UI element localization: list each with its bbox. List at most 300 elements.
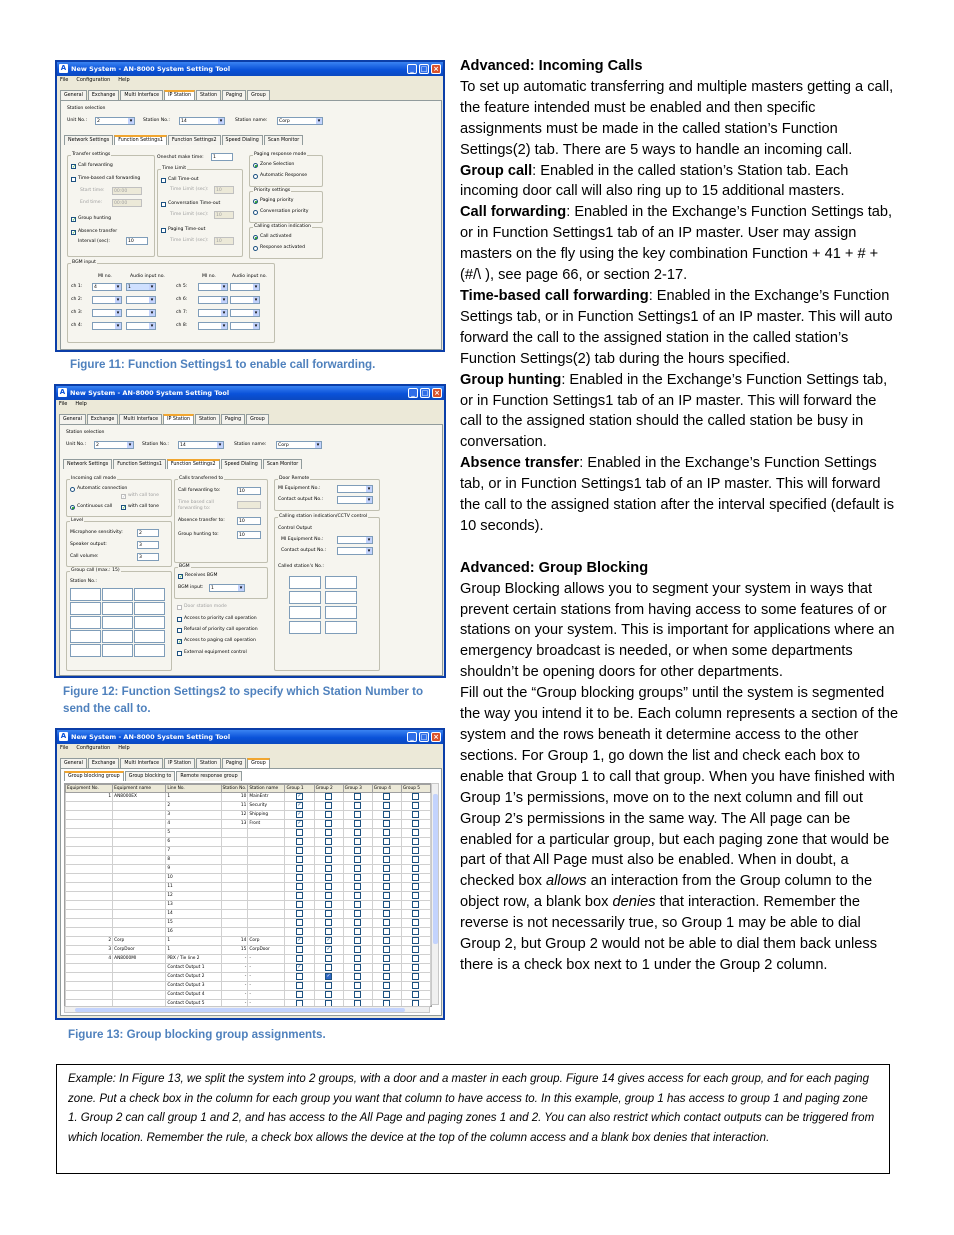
column-header[interactable]: Group 3 [343, 785, 372, 793]
tab-station[interactable]: Station [195, 414, 220, 424]
empty-checkbox[interactable] [354, 955, 361, 962]
group-checkbox-cell[interactable] [343, 829, 372, 838]
empty-checkbox[interactable] [412, 937, 419, 944]
door-remote-mi-select[interactable] [337, 485, 373, 493]
empty-checkbox[interactable] [296, 883, 303, 890]
tab-general[interactable]: General [60, 90, 87, 100]
group-checkbox-cell[interactable] [343, 793, 372, 802]
continuous-call-tone-checkbox[interactable]: ✓ [122, 505, 127, 511]
group-checkbox-cell[interactable] [401, 955, 430, 964]
empty-checkbox[interactable] [354, 982, 361, 989]
empty-checkbox[interactable] [296, 919, 303, 926]
empty-checkbox[interactable] [354, 937, 361, 944]
group-checkbox-cell[interactable] [372, 838, 401, 847]
group-checkbox-cell[interactable] [372, 982, 401, 991]
empty-checkbox[interactable] [296, 973, 303, 980]
menu-help[interactable]: Help [75, 401, 87, 407]
call-timeout-input[interactable]: 10 [214, 186, 234, 194]
bgm-mi-select[interactable] [198, 283, 228, 291]
subtab-function2[interactable]: Function Settings2 [168, 135, 221, 145]
empty-checkbox[interactable] [412, 802, 419, 809]
group-checkbox-cell[interactable] [285, 928, 314, 937]
empty-checkbox[interactable] [383, 910, 390, 917]
group-checkbox-cell[interactable] [343, 919, 372, 928]
group-checkbox-cell[interactable] [401, 919, 430, 928]
empty-checkbox[interactable] [325, 847, 332, 854]
empty-checkbox[interactable] [325, 964, 332, 971]
refusal-priority-checkbox[interactable] [177, 628, 182, 633]
oneshot-input[interactable]: 1 [211, 153, 233, 161]
empty-checkbox[interactable] [383, 829, 390, 836]
empty-checkbox[interactable] [412, 874, 419, 881]
group-checkbox-cell[interactable] [372, 820, 401, 829]
empty-checkbox[interactable] [354, 946, 361, 953]
group-checkbox-cell[interactable] [343, 937, 372, 946]
empty-checkbox[interactable] [325, 829, 332, 836]
empty-checkbox[interactable] [412, 991, 419, 998]
group-checkbox-cell[interactable] [372, 955, 401, 964]
group-checkbox-cell[interactable] [314, 883, 343, 892]
zone-selection-radio[interactable] [253, 163, 258, 168]
column-header[interactable]: Line No. [166, 785, 221, 793]
bgm-audio-select[interactable]: 1 ▾ [126, 283, 156, 291]
tab-general[interactable]: General [59, 414, 86, 424]
empty-checkbox[interactable] [296, 856, 303, 863]
bgm-mi-select[interactable]: 4 ▾ [92, 283, 122, 291]
group-checkbox-cell[interactable] [401, 829, 430, 838]
group-checkbox-cell[interactable] [343, 973, 372, 982]
checked-checkbox[interactable]: ✓ [297, 811, 302, 817]
group-call-station-input[interactable] [70, 602, 101, 615]
group-checkbox-cell[interactable] [343, 982, 372, 991]
interval-input[interactable]: 10 [126, 237, 148, 245]
group-checkbox-cell[interactable] [401, 991, 430, 1000]
empty-checkbox[interactable] [325, 928, 332, 935]
group-checkbox-cell[interactable] [285, 802, 314, 811]
group-checkbox-cell[interactable] [372, 829, 401, 838]
group-checkbox-cell[interactable] [343, 838, 372, 847]
called-station-input[interactable] [289, 606, 321, 619]
group-checkbox-cell[interactable] [285, 946, 314, 955]
group-checkbox-cell[interactable] [314, 892, 343, 901]
maximize-button[interactable]: □ [420, 65, 428, 73]
empty-checkbox[interactable] [325, 811, 332, 818]
group-checkbox-cell[interactable] [372, 856, 401, 865]
group-checkbox-cell[interactable] [285, 982, 314, 991]
empty-checkbox[interactable] [412, 829, 419, 836]
bgm-audio-select[interactable] [230, 283, 260, 291]
continuous-call-radio[interactable] [70, 505, 75, 510]
group-checkbox-cell[interactable] [285, 865, 314, 874]
empty-checkbox[interactable] [325, 910, 332, 917]
empty-checkbox[interactable] [383, 847, 390, 854]
group-checkbox-cell[interactable] [285, 829, 314, 838]
empty-checkbox[interactable] [354, 928, 361, 935]
empty-checkbox[interactable] [325, 838, 332, 845]
tab-paging[interactable]: Paging [221, 414, 245, 424]
bgm-mi-select[interactable] [92, 309, 122, 317]
empty-checkbox[interactable] [325, 865, 332, 872]
call-activated-radio[interactable] [253, 235, 258, 240]
empty-checkbox[interactable] [296, 901, 303, 908]
vertical-scrollbar[interactable] [431, 783, 439, 1005]
empty-checkbox[interactable] [354, 991, 361, 998]
empty-checkbox[interactable] [296, 865, 303, 872]
group-checkbox-cell[interactable] [343, 946, 372, 955]
empty-checkbox[interactable] [412, 982, 419, 989]
empty-checkbox[interactable] [296, 874, 303, 881]
group-checkbox-cell[interactable] [372, 793, 401, 802]
group-checkbox-cell[interactable] [372, 892, 401, 901]
tab-exchange[interactable]: Exchange [87, 414, 118, 424]
group-checkbox-cell[interactable] [314, 820, 343, 829]
group-checkbox-cell[interactable] [372, 901, 401, 910]
minimize-button[interactable]: _ [407, 64, 417, 74]
group-checkbox-cell[interactable] [401, 838, 430, 847]
group-checkbox-cell[interactable] [343, 874, 372, 883]
conversation-priority-radio[interactable] [253, 210, 258, 215]
group-checkbox-cell[interactable] [401, 874, 430, 883]
tab-exchange[interactable]: Exchange [88, 758, 119, 768]
tab-paging[interactable]: Paging [222, 90, 246, 100]
group-checkbox-cell[interactable] [314, 838, 343, 847]
bgm-mi-select[interactable] [198, 309, 228, 317]
empty-checkbox[interactable] [383, 928, 390, 935]
group-checkbox-cell[interactable] [343, 883, 372, 892]
call-timeout-checkbox[interactable] [161, 178, 166, 183]
empty-checkbox[interactable] [383, 883, 390, 890]
group-checkbox-cell[interactable] [314, 856, 343, 865]
bgm-input-select[interactable]: 1 ▾ [209, 584, 245, 592]
access-paging-checkbox[interactable]: ✓ [178, 639, 183, 645]
station-name-select[interactable]: Corp ▾ [277, 117, 323, 125]
group-checkbox-cell[interactable] [314, 955, 343, 964]
subtab-group-blocking-group[interactable]: Group blocking group [64, 771, 124, 781]
group-checkbox-cell[interactable] [314, 829, 343, 838]
tab-general[interactable]: General [60, 758, 87, 768]
tab-paging[interactable]: Paging [222, 758, 246, 768]
subtab-speed-dialing[interactable]: Speed Dialing [222, 135, 263, 145]
empty-checkbox[interactable] [296, 982, 303, 989]
checked-checkbox[interactable]: ✓ [326, 946, 331, 952]
subtab-function1[interactable]: Function Settings1 [114, 135, 167, 145]
group-checkbox-cell[interactable] [401, 856, 430, 865]
group-checkbox-cell[interactable] [343, 910, 372, 919]
group-checkbox-cell[interactable] [372, 883, 401, 892]
empty-checkbox[interactable] [354, 919, 361, 926]
group-checkbox-cell[interactable] [314, 847, 343, 856]
empty-checkbox[interactable] [325, 982, 332, 989]
station-no-select[interactable]: 14 ▾ [178, 441, 224, 449]
tab-ip-station[interactable]: IP Station [164, 758, 195, 768]
checked-checkbox[interactable]: ✓ [326, 973, 331, 979]
auto-call-tone-checkbox[interactable]: ✓ [122, 494, 127, 500]
empty-checkbox[interactable] [354, 820, 361, 827]
empty-checkbox[interactable] [383, 865, 390, 872]
tab-exchange[interactable]: Exchange [88, 90, 119, 100]
empty-checkbox[interactable] [354, 802, 361, 809]
bgm-audio-select[interactable] [230, 309, 260, 317]
group-checkbox-cell[interactable] [285, 874, 314, 883]
called-station-input[interactable] [325, 576, 357, 589]
empty-checkbox[interactable] [354, 901, 361, 908]
bgm-audio-select[interactable] [230, 296, 260, 304]
door-remote-contact-select[interactable] [337, 496, 373, 504]
group-call-station-input[interactable] [102, 588, 133, 601]
cctv-mi-select[interactable] [337, 536, 373, 544]
subtab-network[interactable]: Network Settings [64, 135, 113, 145]
empty-checkbox[interactable] [412, 793, 419, 800]
subtab-network[interactable]: Network Settings [63, 459, 112, 469]
group-checkbox-cell[interactable] [372, 802, 401, 811]
empty-checkbox[interactable] [383, 820, 390, 827]
empty-checkbox[interactable] [383, 874, 390, 881]
group-checkbox-cell[interactable] [343, 811, 372, 820]
empty-checkbox[interactable] [354, 964, 361, 971]
tab-multi-interface[interactable]: Multi Interface [120, 90, 163, 100]
empty-checkbox[interactable] [325, 892, 332, 899]
group-checkbox-cell[interactable] [343, 901, 372, 910]
bgm-mi-select[interactable] [92, 322, 122, 330]
time-based-to-input[interactable] [237, 501, 261, 509]
empty-checkbox[interactable] [325, 991, 332, 998]
empty-checkbox[interactable] [296, 910, 303, 917]
empty-checkbox[interactable] [383, 856, 390, 863]
column-header[interactable]: Station No. [222, 786, 247, 791]
group-checkbox-cell[interactable] [401, 811, 430, 820]
menu-file[interactable]: File [59, 401, 68, 407]
group-checkbox-cell[interactable] [314, 937, 343, 946]
group-call-station-input[interactable] [134, 644, 165, 657]
subtab-scan-monitor[interactable]: Scan Monitor [263, 459, 302, 469]
tab-multi-interface[interactable]: Multi Interface [120, 758, 163, 768]
empty-checkbox[interactable] [383, 811, 390, 818]
empty-checkbox[interactable] [354, 811, 361, 818]
tab-ip-station[interactable]: IP Station [163, 414, 194, 424]
empty-checkbox[interactable] [412, 919, 419, 926]
empty-checkbox[interactable] [325, 802, 332, 809]
empty-checkbox[interactable] [296, 838, 303, 845]
group-checkbox-cell[interactable] [401, 964, 430, 973]
group-call-station-input[interactable] [134, 588, 165, 601]
column-header[interactable]: Station name [248, 785, 285, 793]
group-hunting-checkbox[interactable]: ✓ [72, 217, 77, 223]
empty-checkbox[interactable] [354, 865, 361, 872]
group-checkbox-cell[interactable] [372, 928, 401, 937]
group-checkbox-cell[interactable] [401, 982, 430, 991]
group-checkbox-cell[interactable] [401, 937, 430, 946]
bgm-audio-select[interactable] [126, 309, 156, 317]
group-checkbox-cell[interactable] [285, 820, 314, 829]
menu-help[interactable]: Help [118, 77, 130, 83]
menu-file[interactable]: File [60, 745, 69, 751]
group-checkbox-cell[interactable] [314, 928, 343, 937]
menu-configuration[interactable]: Configuration [76, 77, 111, 83]
paging-timeout-input[interactable]: 10 [214, 237, 234, 245]
group-call-station-input[interactable] [102, 616, 133, 629]
absence-transfer-to-input[interactable]: 10 [237, 517, 261, 525]
group-checkbox-cell[interactable] [314, 910, 343, 919]
automatic-response-radio[interactable] [253, 174, 258, 179]
call-volume-input[interactable]: 3 [137, 553, 159, 561]
group-checkbox-cell[interactable] [314, 901, 343, 910]
empty-checkbox[interactable] [354, 829, 361, 836]
group-checkbox-cell[interactable] [285, 838, 314, 847]
conversation-timeout-input[interactable]: 10 [214, 211, 234, 219]
group-call-station-input[interactable] [134, 602, 165, 615]
access-priority-checkbox[interactable] [177, 617, 182, 622]
group-checkbox-cell[interactable] [343, 802, 372, 811]
empty-checkbox[interactable] [325, 955, 332, 962]
group-checkbox-cell[interactable] [401, 892, 430, 901]
external-control-checkbox[interactable] [177, 651, 182, 656]
empty-checkbox[interactable] [296, 928, 303, 935]
tab-multi-interface[interactable]: Multi Interface [119, 414, 162, 424]
empty-checkbox[interactable] [354, 847, 361, 854]
empty-checkbox[interactable] [325, 883, 332, 890]
unit-no-select[interactable]: 2 ▾ [94, 441, 134, 449]
empty-checkbox[interactable] [354, 838, 361, 845]
time-based-checkbox[interactable] [71, 177, 76, 182]
group-checkbox-cell[interactable] [401, 793, 430, 802]
group-call-station-input[interactable] [134, 630, 165, 643]
empty-checkbox[interactable] [296, 829, 303, 836]
empty-checkbox[interactable] [383, 793, 390, 800]
empty-checkbox[interactable] [296, 955, 303, 962]
group-checkbox-cell[interactable] [343, 820, 372, 829]
group-checkbox-cell[interactable] [285, 856, 314, 865]
called-station-input[interactable] [325, 591, 357, 604]
group-checkbox-cell[interactable] [314, 964, 343, 973]
bgm-audio-select[interactable] [230, 322, 260, 330]
empty-checkbox[interactable] [296, 892, 303, 899]
group-call-station-input[interactable] [70, 588, 101, 601]
group-checkbox-cell[interactable] [372, 946, 401, 955]
tab-group[interactable]: Group [247, 90, 270, 100]
checked-checkbox[interactable]: ✓ [297, 793, 302, 799]
group-checkbox-cell[interactable] [285, 892, 314, 901]
column-header[interactable]: Group 4 [372, 785, 401, 793]
group-checkbox-cell[interactable] [401, 847, 430, 856]
absence-transfer-checkbox[interactable]: ✓ [72, 230, 77, 236]
column-header[interactable]: Equipment No. [66, 785, 113, 793]
bgm-audio-select[interactable] [126, 322, 156, 330]
group-checkbox-cell[interactable] [314, 793, 343, 802]
group-checkbox-cell[interactable] [285, 793, 314, 802]
unit-no-select[interactable]: 2 ▾ [95, 117, 135, 125]
paging-priority-radio[interactable] [253, 199, 258, 204]
empty-checkbox[interactable] [412, 865, 419, 872]
empty-checkbox[interactable] [325, 793, 332, 800]
group-checkbox-cell[interactable] [401, 910, 430, 919]
group-checkbox-cell[interactable] [401, 865, 430, 874]
group-checkbox-cell[interactable] [285, 991, 314, 1000]
empty-checkbox[interactable] [325, 820, 332, 827]
empty-checkbox[interactable] [383, 892, 390, 899]
empty-checkbox[interactable] [412, 856, 419, 863]
empty-checkbox[interactable] [354, 856, 361, 863]
close-button[interactable]: × [431, 64, 441, 74]
tab-ip-station[interactable]: IP Station [164, 90, 195, 100]
empty-checkbox[interactable] [354, 883, 361, 890]
tab-group[interactable]: Group [247, 758, 270, 768]
empty-checkbox[interactable] [412, 973, 419, 980]
group-checkbox-cell[interactable] [285, 847, 314, 856]
end-time-input[interactable]: 00:00 [112, 199, 142, 207]
group-call-station-input[interactable] [102, 602, 133, 615]
empty-checkbox[interactable] [383, 964, 390, 971]
empty-checkbox[interactable] [325, 919, 332, 926]
minimize-button[interactable]: _ [408, 388, 418, 398]
bgm-audio-select[interactable] [126, 296, 156, 304]
menu-help[interactable]: Help [118, 745, 130, 751]
group-checkbox-cell[interactable] [314, 919, 343, 928]
checked-checkbox[interactable]: ✓ [297, 937, 302, 943]
group-checkbox-cell[interactable] [285, 919, 314, 928]
menu-file[interactable]: File [60, 77, 69, 83]
maximize-button[interactable]: □ [421, 389, 429, 397]
start-time-input[interactable]: 00:00 [112, 187, 142, 195]
group-call-station-input[interactable] [102, 630, 133, 643]
group-checkbox-cell[interactable] [314, 802, 343, 811]
empty-checkbox[interactable] [325, 874, 332, 881]
empty-checkbox[interactable] [412, 946, 419, 953]
group-checkbox-cell[interactable] [343, 856, 372, 865]
group-checkbox-cell[interactable] [372, 991, 401, 1000]
group-checkbox-cell[interactable] [343, 964, 372, 973]
group-checkbox-cell[interactable] [372, 964, 401, 973]
empty-checkbox[interactable] [412, 883, 419, 890]
subtab-scan-monitor[interactable]: Scan Monitor [264, 135, 303, 145]
empty-checkbox[interactable] [412, 838, 419, 845]
group-call-station-input[interactable] [70, 616, 101, 629]
group-checkbox-cell[interactable] [314, 973, 343, 982]
empty-checkbox[interactable] [412, 964, 419, 971]
empty-checkbox[interactable] [383, 982, 390, 989]
cctv-contact-select[interactable] [337, 547, 373, 555]
empty-checkbox[interactable] [412, 847, 419, 854]
group-checkbox-cell[interactable] [372, 919, 401, 928]
group-checkbox-cell[interactable] [372, 847, 401, 856]
group-checkbox-cell[interactable] [343, 865, 372, 874]
group-checkbox-cell[interactable] [314, 811, 343, 820]
group-checkbox-cell[interactable] [372, 811, 401, 820]
called-station-input[interactable] [289, 576, 321, 589]
mic-input[interactable]: 2 [137, 529, 159, 537]
subtab-group-blocking-to[interactable]: Group blocking to [125, 771, 176, 781]
empty-checkbox[interactable] [383, 991, 390, 998]
empty-checkbox[interactable] [325, 856, 332, 863]
checked-checkbox[interactable]: ✓ [297, 820, 302, 826]
group-checkbox-cell[interactable] [285, 964, 314, 973]
group-checkbox-cell[interactable] [285, 901, 314, 910]
checked-checkbox[interactable]: ✓ [297, 964, 302, 970]
empty-checkbox[interactable] [412, 928, 419, 935]
checked-checkbox[interactable]: ✓ [326, 937, 331, 943]
call-forwarding-to-input[interactable]: 10 [237, 487, 261, 495]
call-forwarding-checkbox[interactable]: ✓ [72, 164, 77, 170]
empty-checkbox[interactable] [383, 937, 390, 944]
group-call-station-input[interactable] [102, 644, 133, 657]
empty-checkbox[interactable] [354, 793, 361, 800]
empty-checkbox[interactable] [383, 802, 390, 809]
empty-checkbox[interactable] [296, 847, 303, 854]
called-station-input[interactable] [325, 606, 357, 619]
group-checkbox-cell[interactable] [343, 991, 372, 1000]
group-checkbox-cell[interactable] [401, 901, 430, 910]
horizontal-scrollbar[interactable] [64, 1006, 430, 1013]
station-no-select[interactable]: 14 ▾ [179, 117, 225, 125]
